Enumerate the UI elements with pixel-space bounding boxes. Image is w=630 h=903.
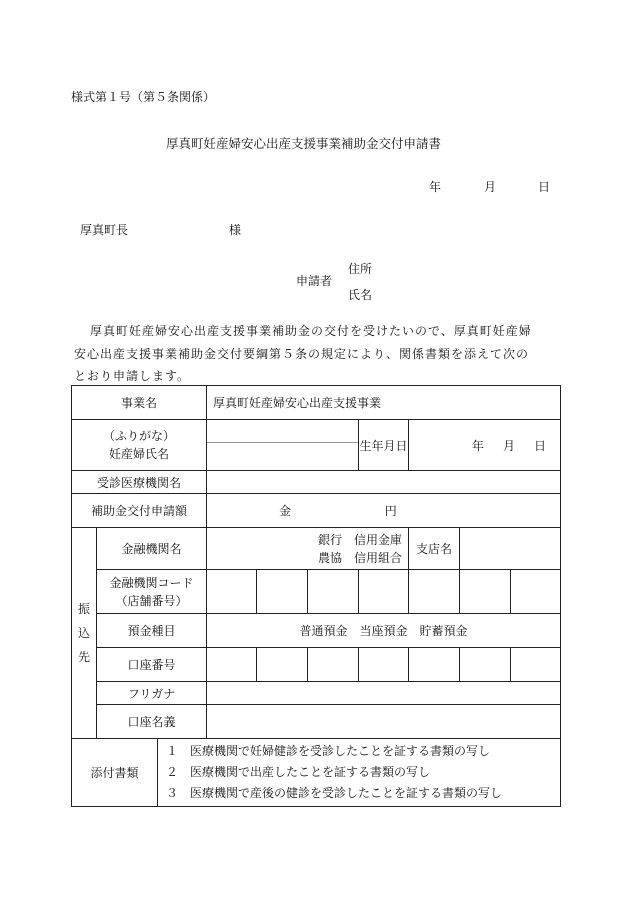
bank-code-label bbox=[97, 570, 207, 614]
form-number: 様式第１号（第５条関係） bbox=[71, 90, 216, 104]
birthdate-day-unit: 日 bbox=[534, 438, 547, 453]
branch-label: 支店名 bbox=[409, 528, 460, 570]
date-year: 年 bbox=[429, 180, 442, 194]
account-number-box[interactable] bbox=[207, 648, 257, 682]
bank-code-label-line-1: 金融機関コード bbox=[109, 575, 194, 590]
account-number-box[interactable] bbox=[460, 648, 511, 682]
account-holder-field[interactable] bbox=[207, 705, 561, 739]
name-label: 氏名 bbox=[348, 288, 373, 302]
pregnant-name-label bbox=[72, 420, 207, 471]
bank-code-box[interactable] bbox=[460, 570, 511, 614]
bank-name-field[interactable] bbox=[207, 528, 409, 570]
deposit-types[interactable]: 普通預金 当座預金 貯蓄預金 bbox=[207, 614, 561, 648]
document-title: 厚真町妊産婦安心出産支援事業補助金交付申請書 bbox=[166, 136, 442, 151]
honorific: 様 bbox=[229, 223, 242, 237]
transfer-char-2: 込 bbox=[77, 626, 90, 640]
birthdate-label: 生年月日 bbox=[359, 420, 409, 471]
transfer-label bbox=[72, 528, 97, 739]
addressee: 厚真町長 bbox=[80, 223, 129, 237]
attachment-item: １ 医療機関で妊婦健診を受診したことを証する書類の写し bbox=[166, 744, 491, 758]
bank-code-box[interactable] bbox=[207, 570, 257, 614]
body-line-3: とおり申請します。 bbox=[74, 369, 191, 383]
birthdate-year-unit: 年 bbox=[471, 438, 484, 453]
furigana-kana-field[interactable] bbox=[207, 682, 561, 705]
application-table bbox=[71, 385, 561, 807]
amount-prefix: 金 bbox=[279, 504, 292, 518]
date-month: 月 bbox=[484, 180, 497, 194]
branch-field[interactable] bbox=[460, 528, 561, 570]
clinic-label: 受診医療機関名 bbox=[72, 471, 207, 494]
amount-label: 補助金交付申請額 bbox=[72, 494, 207, 528]
project-value: 厚真町妊産婦安心出産支援事業 bbox=[207, 386, 561, 420]
birthdate-month-unit: 月 bbox=[502, 438, 515, 453]
bank-code-box[interactable] bbox=[409, 570, 460, 614]
furigana-kana-label: フリガナ bbox=[97, 682, 207, 705]
attachments-label: 添付書類 bbox=[72, 739, 158, 807]
pregnant-name-text: 妊産婦氏名 bbox=[109, 447, 170, 461]
account-number-box[interactable] bbox=[409, 648, 460, 682]
applicant-label: 申請者 bbox=[296, 274, 333, 288]
bank-code-box[interactable] bbox=[257, 570, 308, 614]
bank-code-label-line-2: （店舗番号） bbox=[115, 593, 188, 608]
address-label: 住所 bbox=[348, 262, 373, 276]
date-day: 日 bbox=[538, 180, 551, 194]
birthdate-field[interactable] bbox=[409, 420, 561, 471]
bank-code-box[interactable] bbox=[308, 570, 359, 614]
pregnant-name-field[interactable] bbox=[207, 420, 359, 471]
bank-code-box[interactable] bbox=[511, 570, 561, 614]
account-number-box[interactable] bbox=[359, 648, 409, 682]
furigana-label: （ふりがな） bbox=[103, 429, 176, 443]
deposit-type-label: 預金種目 bbox=[97, 614, 207, 648]
account-holder-label: 口座名義 bbox=[97, 705, 207, 739]
transfer-char-1: 振 bbox=[77, 602, 90, 616]
account-number-box[interactable] bbox=[308, 648, 359, 682]
account-number-box[interactable] bbox=[511, 648, 561, 682]
amount-suffix: 円 bbox=[384, 504, 397, 518]
bank-types-line-2: 農協 信用組合 bbox=[318, 550, 403, 565]
clinic-field[interactable] bbox=[207, 471, 561, 494]
body-line-1: 厚真町妊産婦安心出産支援事業補助金の交付を受けたいので、厚真町妊産婦 bbox=[90, 324, 532, 338]
project-label: 事業名 bbox=[72, 386, 207, 420]
attachment-item: ３ 医療機関で産後の健診を受診したことを証する書類の写し bbox=[166, 786, 503, 800]
account-number-label: 口座番号 bbox=[97, 648, 207, 682]
bank-code-box[interactable] bbox=[359, 570, 409, 614]
body-line-2: 安心出産支援事業補助金交付要綱第５条の規定により、関係書類を添えて次の bbox=[74, 347, 530, 361]
amount-field[interactable] bbox=[207, 494, 561, 528]
account-number-box[interactable] bbox=[257, 648, 308, 682]
transfer-char-3: 先 bbox=[77, 650, 90, 664]
bank-name-label: 金融機関名 bbox=[97, 528, 207, 570]
attachment-item: ２ 医療機関で出産したことを証する書類の写し bbox=[166, 765, 431, 779]
attachments-list bbox=[158, 739, 561, 807]
bank-types-line-1: 銀行 信用金庫 bbox=[318, 532, 403, 547]
